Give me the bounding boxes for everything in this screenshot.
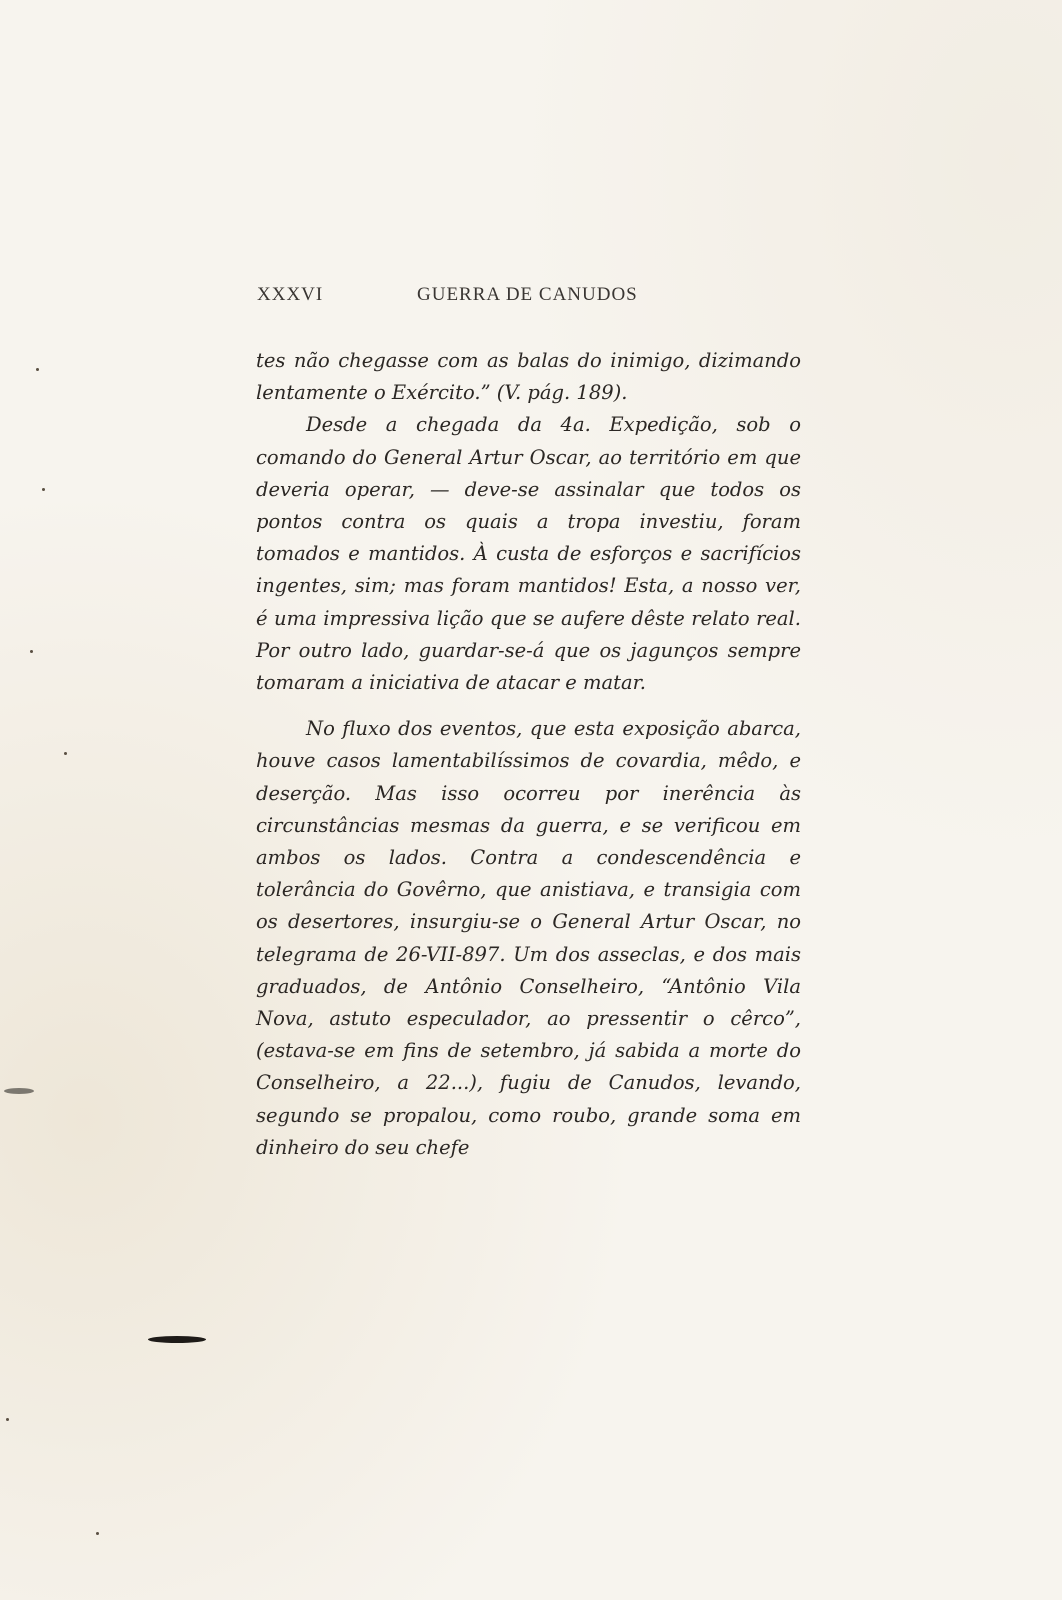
paper-speck <box>30 650 33 653</box>
ink-smudge <box>148 1336 206 1343</box>
running-head <box>257 284 677 308</box>
running-title: GUERRA DE CANUDOS <box>417 284 638 305</box>
paper-speck <box>42 488 45 491</box>
paragraph-continued: tes não chegasse com as balas do inimigo, dizimando lentamente o Exército.” (V. pág. 189). <box>256 349 801 405</box>
paper-speck <box>36 368 39 371</box>
paragraph: No fluxo dos eventos, que esta exposição abarca, houve casos lamentabilíssimos de covardia, mêdo, e deserção. Mas isso ocorreu por inerência às circunstâncias mesmas da guerra, e se verificou em ambos os lados. Contra a condescendência e tolerância do Govêrno, que anistiava, e transigia com os desertores, insurgiu-se o General Artur Oscar, no telegrama de 26-VII-897. Um dos asseclas, e dos mais graduados, de Antônio Conselheiro, “Antônio Vila Nova, astuto especulador, ao pressentir o cêrco”, (estava-se em fins de setembro, já sabida a morte do Conselheiro, a 22...), fugiu de Canudos, levando, segundo se propalou, como roubo, grande soma em dinheiro do seu chefe <box>256 717 801 1159</box>
paragraph: Desde a chegada da 4a. Expedição, sob o comando do General Artur Oscar, ao território em que deveria operar, — deve-se assinalar que todos os pontos contra os quais a tropa investiu, foram tomados e mantidos. À custa de esforços e sacrifícios ingentes, sim; mas foram mantidos! Esta, a nosso ver, é uma impressiva lição que se aufere dêste relato real. Por outro lado, guardar-se-á que os jagunços sempre tomaram a iniciativa de atacar e matar. <box>256 413 801 695</box>
body-text <box>256 345 801 1164</box>
paper-speck <box>64 752 67 755</box>
paper-speck <box>6 1418 9 1421</box>
page-number: XXXVI <box>257 284 324 305</box>
ink-smudge <box>4 1088 34 1094</box>
paper-speck <box>96 1532 99 1535</box>
